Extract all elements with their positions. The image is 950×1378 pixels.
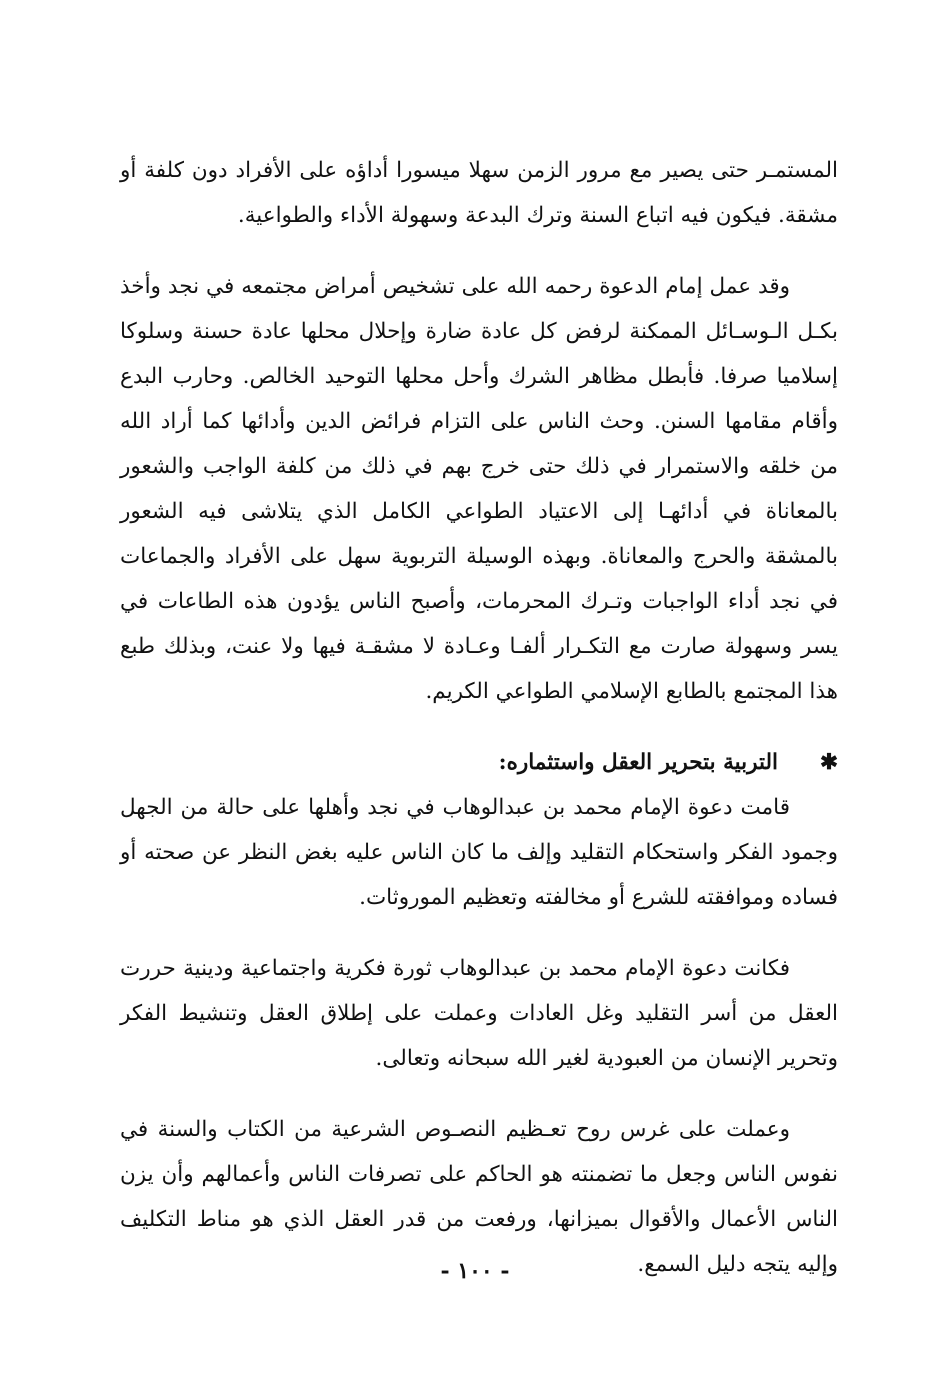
page-body bbox=[120, 148, 838, 1313]
paragraph-imam-dawah: وقد عمل إمام الدعوة رحمه الله على تشخيص أمراض مجتمعه في نجد وأخذ بكـل الـوسـائل الممكنة لرفض كل عادة ضارة وإحلال محلها عادة حسنة وسلوكا إسلاميا صرفا. فأبطل مظاهر الشرك وأحل محلها التوحيد الخالص. وحارب البدع وأقام مقامها السنن. وحث الناس على التزام فرائض الدين وأدائها كما أراد الله من خلقه والاستمرار في ذلك حتى خرج بهم في ذلك من كلفة الواجب والشعور بالمعاناة في أدائهـا إلى الاعتياد الطواعي الكامل الذي يتلاشى فيه الشعور بالمشقة والحرج والمعاناة. وبهذه الوسيلة التربوية سهل على الأفراد والجماعات في نجد أداء الواجبات وتـرك المحرمات، وأصبح الناس يؤدون هذه الطاعات في يسر وسهولة صارت مع التكـرار ألفـا وعـادة لا مشقـة فيها ولا عنت، وبذلك طبع هذا المجتمع بالطابع الإسلامي الطواعي الكريم. bbox=[120, 274, 838, 704]
paragraph-continuation: المستمـر حتى يصير مع مرور الزمن سهلا ميسورا أداؤه على الأفراد دون كلفة أو مشقة. فيكون فيه اتباع السنة وترك البدعة وسهولة الأداء والطواعية. bbox=[120, 158, 838, 228]
paragraph-section-1: قامت دعوة الإمام محمد بن عبدالوهاب في نجد وأهلها على حالة من الجهل وجمود الفكر واستحكام التقليد وإلف ما كان الناس عليه بغض النظر عن صحته أو فساده وموافقته للشرع أو مخالفته وتعظيم الموروثات. bbox=[120, 795, 838, 910]
bullet-star-icon: ✱ bbox=[819, 750, 838, 775]
section-heading bbox=[120, 740, 838, 785]
section-heading-text: التربية بتحرير العقل واستثماره: bbox=[498, 750, 778, 775]
page-number: - ١٠٠ - bbox=[440, 1258, 510, 1284]
paragraph-section-2: فكانت دعوة الإمام محمد بن عبدالوهاب ثورة فكرية واجتماعية ودينية حررت العقل من أسر التقليد وغل العادات وعملت على إطلاق العقل وتنشيط الفكر وتحرير الإنسان من العبودية لغير الله سبحانه وتعالى. bbox=[120, 956, 838, 1071]
paragraph-section-3: وعملت على غرس روح تعـظيم النصـوص الشرعية من الكتاب والسنة في نفوس الناس وجعل ما تضمنته هو الحاكم على تصرفات الناس وأعمالهم وأن يزن الناس الأعمال والأقوال بميزانها، ورفعت من قدر العقل الذي هو مناط التكليف وإليه يتجه دليل السمع. bbox=[120, 1117, 838, 1277]
